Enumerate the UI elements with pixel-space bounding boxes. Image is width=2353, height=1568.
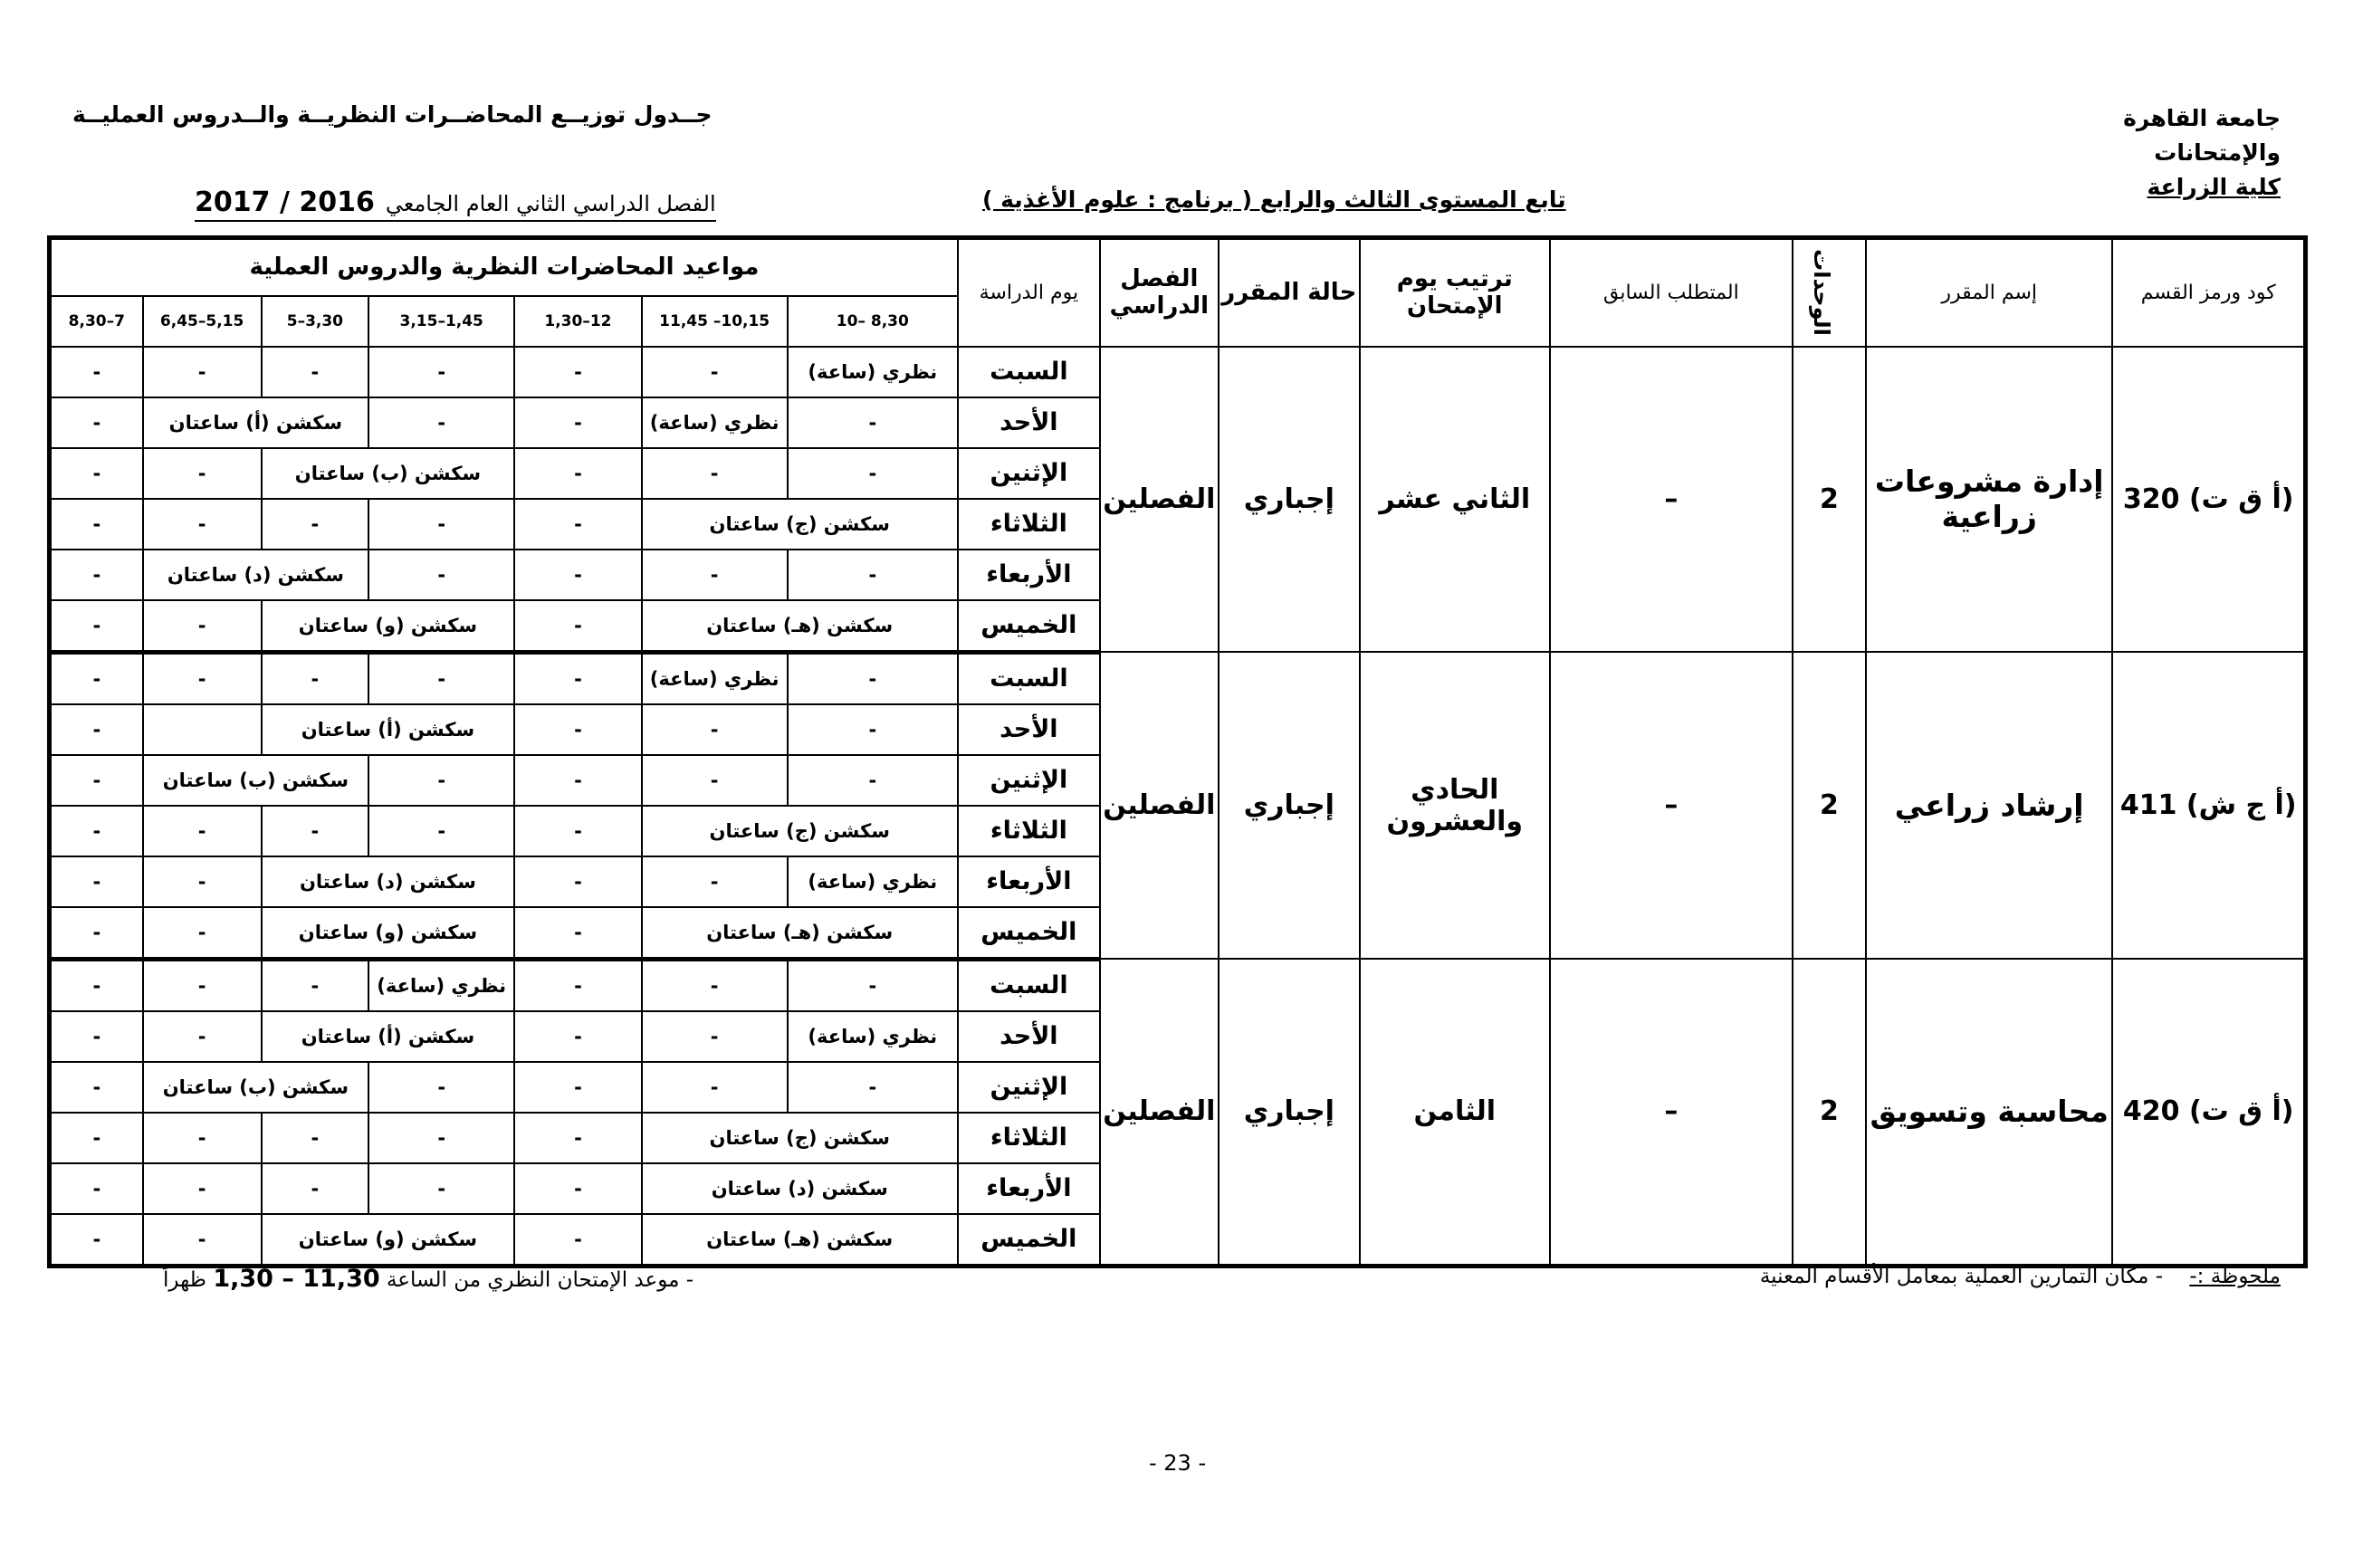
faculty-name: كلية الزراعة [2147, 174, 2281, 200]
time-slot-header: 10,15– 11,45 [642, 296, 788, 347]
session-cell: - [368, 1113, 514, 1163]
course-prereq: – [1550, 652, 1793, 959]
day-label: الأحد [958, 397, 1100, 448]
exam-order-header: ترتيب يوم الإمتحان [1360, 238, 1550, 347]
session-cell: - [50, 448, 143, 499]
session-cell: - [368, 397, 514, 448]
course-units: 2 [1793, 347, 1866, 653]
session-cell: - [368, 347, 514, 397]
session-cell: - [642, 856, 788, 907]
day-label: الأربعاء [958, 1163, 1100, 1214]
session-cell: - [143, 959, 262, 1011]
session-cell: سكشن (و) ساعتان [262, 600, 515, 653]
session-cell: سكشن (هـ) ساعتان [642, 907, 958, 960]
time-slot-header: 8,30 –10 [788, 296, 958, 347]
session-cell: - [50, 1214, 143, 1267]
session-cell: - [514, 448, 641, 499]
session-cell: - [368, 499, 514, 550]
course-name: إدارة مشروعات زراعية [1866, 347, 2112, 653]
session-cell: - [143, 1214, 262, 1267]
session-cell: نظري (ساعة) [788, 347, 958, 397]
session-cell: سكشن (د) ساعتان [642, 1163, 958, 1214]
session-cell: سكشن (ب) ساعتان [262, 448, 515, 499]
session-cell: - [262, 652, 369, 704]
course-name: محاسبة وتسويق [1866, 959, 2112, 1266]
course-semester: الفصلين [1100, 652, 1219, 959]
session-cell: - [368, 806, 514, 856]
term-label [195, 186, 716, 222]
code-header: كود ورمز القسم [2112, 238, 2305, 347]
department-name: والإمتحانات [2154, 139, 2281, 166]
session-cell: - [143, 1011, 262, 1062]
semester-header: الفصل الدراسي [1100, 238, 1219, 347]
day-label: الإثنين [958, 1062, 1100, 1113]
session-cell: - [50, 550, 143, 600]
session-cell: - [514, 1011, 641, 1062]
course-code: (أ ق ت) 320 [2112, 347, 2305, 653]
time-slot-header: 7–8,30 [50, 296, 143, 347]
note-practical [1760, 1265, 2281, 1288]
session-cell: سكشن (ب) ساعتان [143, 755, 368, 806]
course-code: (أ ق ت) 420 [2112, 959, 2305, 1266]
course-exam-order: الحادي والعشرون [1360, 652, 1550, 959]
course-status: إجباري [1219, 959, 1360, 1266]
day-label: السبت [958, 652, 1100, 704]
course-status: إجباري [1219, 347, 1360, 653]
session-cell: - [50, 1113, 143, 1163]
page-number: - 23 - [1149, 1450, 1207, 1476]
session-cell: - [368, 652, 514, 704]
session-cell: - [514, 1214, 641, 1267]
session-cell: - [642, 1011, 788, 1062]
session-cell: - [788, 397, 958, 448]
session-cell: نظري (ساعة) [788, 1011, 958, 1062]
session-cell: - [788, 550, 958, 600]
session-cell: - [642, 448, 788, 499]
session-cell: - [50, 1062, 143, 1113]
session-cell: - [788, 959, 958, 1011]
session-cell: سكشن (أ) ساعتان [262, 704, 515, 755]
day-label: الإثنين [958, 755, 1100, 806]
day-label: الثلاثاء [958, 806, 1100, 856]
session-cell: - [514, 806, 641, 856]
course-prereq: – [1550, 959, 1793, 1266]
course-units: 2 [1793, 959, 1866, 1266]
session-cell: - [50, 397, 143, 448]
session-cell: - [788, 755, 958, 806]
session-cell: - [514, 347, 641, 397]
session-cell: سكشن (و) ساعتان [262, 907, 515, 960]
schedule-table [47, 235, 2308, 1268]
day-label: الأحد [958, 1011, 1100, 1062]
session-cell: - [50, 806, 143, 856]
session-cell: - [514, 959, 641, 1011]
schedule-row [50, 959, 2306, 1011]
session-cell: - [368, 1062, 514, 1113]
session-cell: سكشن (أ) ساعتان [262, 1011, 515, 1062]
day-label: الثلاثاء [958, 1113, 1100, 1163]
course-exam-order: الثاني عشر [1360, 347, 1550, 653]
day-label: السبت [958, 347, 1100, 397]
note-practical-text: - مكان التمارين العملية بمعامل الأقسام المعنية [1759, 1265, 2164, 1288]
session-cell: - [50, 907, 143, 960]
note-exam-prefix: - موعد الإمتحان النظري من الساعة [386, 1268, 694, 1292]
session-cell: - [262, 1113, 369, 1163]
session-cell: - [143, 907, 262, 960]
course-prereq: – [1550, 347, 1793, 653]
day-label: الخميس [958, 907, 1100, 960]
time-slot-header: 12–1,30 [514, 296, 641, 347]
time-slot-header: 5,15–6,45 [143, 296, 262, 347]
session-cell: - [143, 499, 262, 550]
session-cell: - [642, 755, 788, 806]
session-cell: - [514, 1062, 641, 1113]
day-label: الخميس [958, 600, 1100, 653]
session-cell: - [50, 499, 143, 550]
course-name: إرشاد زراعي [1866, 652, 2112, 959]
course-exam-order: الثامن [1360, 959, 1550, 1266]
session-cell: - [788, 448, 958, 499]
session-cell: - [642, 704, 788, 755]
session-cell: سكشن (ب) ساعتان [143, 1062, 368, 1113]
program-title: تابع المستوى الثالث والرابع ( برنامج : علوم الأغذية ) [982, 186, 1566, 213]
session-cell: سكشن (د) ساعتان [262, 856, 515, 907]
day-header: يوم الدراسة [958, 238, 1100, 347]
note-exam [163, 1265, 693, 1293]
session-cell: - [50, 856, 143, 907]
session-cell: - [143, 652, 262, 704]
session-cell: - [143, 448, 262, 499]
course-semester: الفصلين [1100, 959, 1219, 1266]
session-cell: - [514, 499, 641, 550]
term-year: 2016 / 2017 [195, 186, 375, 218]
note-exam-suffix: ظهراً [163, 1268, 206, 1292]
session-cell: - [514, 907, 641, 960]
session-cell: - [788, 652, 958, 704]
time-slot-header: 1,45–3,15 [368, 296, 514, 347]
session-cell: - [514, 550, 641, 600]
units-header-text: الوحدات [1809, 249, 1835, 337]
note-exam-time: 11,30 – 1,30 [213, 1265, 380, 1293]
session-cell: - [788, 1062, 958, 1113]
session-cell: - [50, 704, 143, 755]
note-label: ملحوظة :- [2189, 1265, 2281, 1288]
session-cell: - [50, 652, 143, 704]
session-cell: - [262, 499, 369, 550]
document-title: جــدول توزيــع المحاضــرات النظريــة والــدروس العمليــة [72, 101, 713, 128]
university-name: جامعة القاهرة [2123, 105, 2281, 131]
session-cell: - [143, 856, 262, 907]
units-header [1793, 238, 1866, 347]
session-cell: سكشن (ج) ساعتان [642, 806, 958, 856]
session-cell: - [143, 600, 262, 653]
session-cell: - [50, 1163, 143, 1214]
term-text: الفصل الدراسي الثاني العام الجامعي [385, 191, 716, 216]
session-cell: - [514, 600, 641, 653]
session-cell: - [50, 600, 143, 653]
session-cell: سكشن (و) ساعتان [262, 1214, 515, 1267]
sessions-group-header: مواعيد المحاضرات النظرية والدروس العملية [50, 238, 958, 296]
session-cell: - [143, 347, 262, 397]
session-cell: - [642, 550, 788, 600]
session-cell: سكشن (هـ) ساعتان [642, 600, 958, 653]
session-cell: سكشن (د) ساعتان [143, 550, 368, 600]
session-cell: - [50, 959, 143, 1011]
time-slot-header: 3,30–5 [262, 296, 369, 347]
header-row [50, 238, 2306, 296]
session-cell: - [514, 397, 641, 448]
course-code: (أ ج ش) 411 [2112, 652, 2305, 959]
day-label: السبت [958, 959, 1100, 1011]
day-label: الثلاثاء [958, 499, 1100, 550]
session-cell: - [50, 1011, 143, 1062]
session-cell: سكشن (هـ) ساعتان [642, 1214, 958, 1267]
status-header: حالة المقرر [1219, 238, 1360, 347]
session-cell: - [262, 806, 369, 856]
session-cell: - [642, 959, 788, 1011]
schedule-row [50, 347, 2306, 397]
session-cell: - [514, 652, 641, 704]
session-cell: - [262, 959, 369, 1011]
session-cell: سكشن (ج) ساعتان [642, 499, 958, 550]
session-cell: - [514, 704, 641, 755]
day-label: الإثنين [958, 448, 1100, 499]
schedule-row [50, 652, 2306, 704]
header-institution [2123, 101, 2281, 205]
session-cell: - [368, 755, 514, 806]
session-cell: - [514, 1163, 641, 1214]
prereq-header: المتطلب السابق [1550, 238, 1793, 347]
day-label: الأحد [958, 704, 1100, 755]
session-cell: - [143, 806, 262, 856]
session-cell: - [143, 1113, 262, 1163]
session-cell: - [514, 755, 641, 806]
session-cell [143, 704, 262, 755]
session-cell: - [50, 755, 143, 806]
course-status: إجباري [1219, 652, 1360, 959]
session-cell: - [368, 550, 514, 600]
course-semester: الفصلين [1100, 347, 1219, 653]
session-cell: - [262, 347, 369, 397]
course-units: 2 [1793, 652, 1866, 959]
session-cell: - [788, 704, 958, 755]
day-label: الأربعاء [958, 856, 1100, 907]
session-cell: - [368, 1163, 514, 1214]
day-label: الأربعاء [958, 550, 1100, 600]
session-cell: نظري (ساعة) [368, 959, 514, 1011]
session-cell: نظري (ساعة) [642, 652, 788, 704]
session-cell: نظري (ساعة) [642, 397, 788, 448]
session-cell: - [514, 1113, 641, 1163]
session-cell: - [514, 856, 641, 907]
session-cell: - [262, 1163, 369, 1214]
session-cell: نظري (ساعة) [788, 856, 958, 907]
day-label: الخميس [958, 1214, 1100, 1267]
session-cell: - [642, 1062, 788, 1113]
session-cell: سكشن (ج) ساعتان [642, 1113, 958, 1163]
session-cell: - [642, 347, 788, 397]
name-header: إسم المقرر [1866, 238, 2112, 347]
session-cell: سكشن (أ) ساعتان [143, 397, 368, 448]
session-cell: - [143, 1163, 262, 1214]
session-cell: - [50, 347, 143, 397]
